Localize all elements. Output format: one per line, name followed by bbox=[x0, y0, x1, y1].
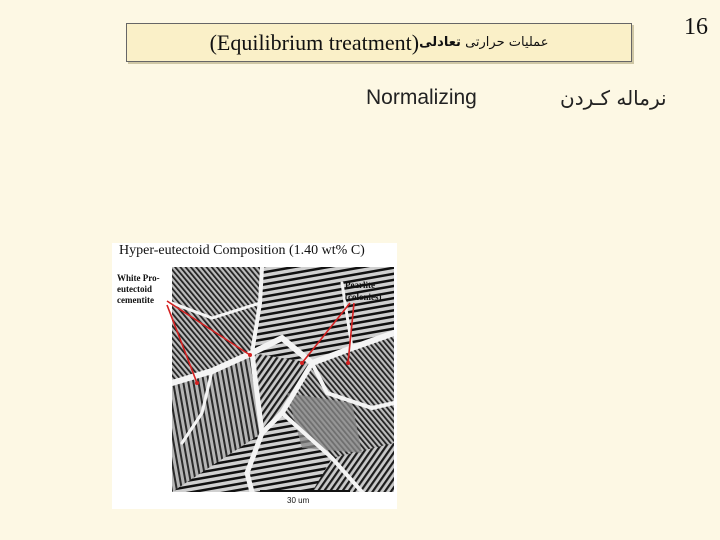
label-pearlite bbox=[345, 279, 397, 303]
title-fa bbox=[419, 35, 548, 50]
slide-number: 16 bbox=[684, 14, 708, 40]
label-pearlite-line-1: Pearlite bbox=[345, 280, 375, 290]
label-white-line-3: cementite bbox=[117, 295, 154, 305]
title-fa-normal: عملیات حرارتی bbox=[460, 35, 549, 50]
label-proeutectoid-cementite bbox=[117, 273, 172, 306]
label-white-line-1: White Pro- bbox=[117, 273, 160, 283]
micrograph-figure bbox=[112, 243, 397, 509]
label-pearlite-line-2: (colonies) bbox=[345, 292, 382, 302]
slide-title-box bbox=[126, 23, 632, 62]
title-fa-bold: تعادلی bbox=[419, 35, 461, 50]
micrograph-caption: Hyper-eutectoid Composition (1.40 wt% C) bbox=[119, 243, 365, 258]
subtitle-en: Normalizing bbox=[366, 86, 477, 109]
subtitle-fa: نرماله کـردن bbox=[560, 86, 667, 110]
label-white-line-2: eutectoid bbox=[117, 284, 152, 294]
scale-bar-label: 30 um bbox=[287, 496, 310, 505]
title-en: (Equilibrium treatment) bbox=[209, 29, 420, 55]
